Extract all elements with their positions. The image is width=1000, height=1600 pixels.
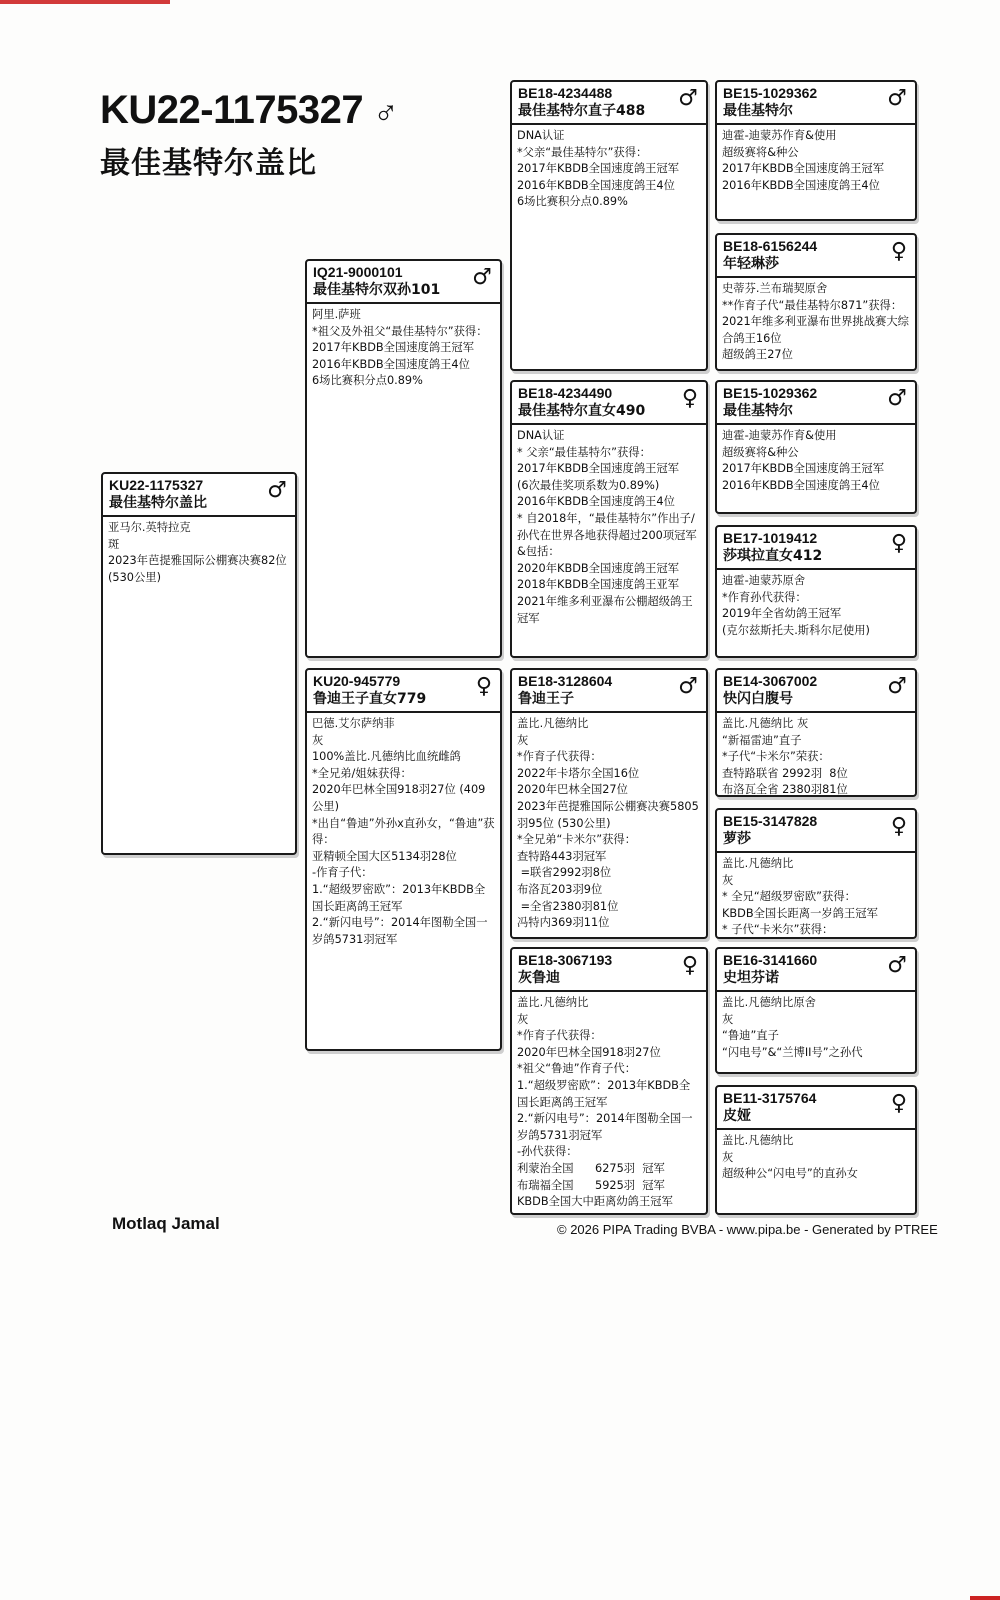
ring-number: BE15-3147828 [723, 813, 818, 829]
card-details [307, 304, 500, 393]
male-symbol-icon: ♂ [678, 674, 698, 699]
detail-line: 2017年KBDB全国速度鸽王冠军 [722, 162, 885, 176]
card-header [307, 261, 500, 304]
copyright-text: © 2026 PIPA Trading BVBA - www.pipa.be - Generated by PTREE [557, 1222, 938, 1237]
detail-line: 2020年巴林全国918羽27位 [517, 1045, 661, 1059]
detail-line: 迪霍-迪蒙苏作育&使用 [722, 129, 837, 142]
detail-line: 2016年KBDB全国速度鸽王4位 [722, 178, 880, 192]
detail-line: 2020年巴林全国918羽27位 (409公里) [312, 783, 486, 813]
pigeon-card[interactable] [715, 947, 917, 1074]
female-symbol-icon: ♀ [890, 531, 907, 556]
detail-line: 布洛瓦203羽9位 [517, 882, 603, 896]
detail-line: 2021年维多利亚瀑布公棚超级鸽王冠军 [517, 594, 693, 625]
ring-number: BE18-3067193 [518, 952, 613, 968]
detail-line: =联省2992羽8位 [517, 866, 612, 880]
card-details [512, 125, 706, 214]
card-header [717, 235, 915, 278]
card-details [512, 992, 706, 1214]
detail-line: 2020年KBDB全国速度鸽王冠军 [517, 561, 680, 575]
detail-line: 6场比赛积分点0.89% [312, 374, 423, 388]
top-edge-mark [0, 0, 170, 4]
card-header [717, 949, 915, 992]
detail-line: *祖父“鲁迪”作育子代： [517, 1062, 637, 1076]
detail-line: 盖比.凡德纳比 [517, 996, 589, 1009]
detail-line: **作育子代“最佳基特尔871”获得： [722, 298, 903, 312]
pigeon-name: 最佳基特尔 [723, 403, 793, 419]
owner-name: Motlaq Jamal [112, 1214, 220, 1233]
pigeon-card[interactable] [510, 947, 708, 1215]
ring-number: BE14-3067002 [723, 673, 818, 689]
detail-line: 灰 [722, 1012, 734, 1026]
detail-line: 盖比.凡德纳比 [722, 857, 794, 870]
male-symbol-icon: ♂ [887, 86, 907, 111]
detail-line: 超级赛将&种公 [722, 145, 799, 159]
detail-line: =全省2380羽81位 [517, 899, 619, 913]
ring-number: KU22-1175327 [109, 477, 204, 493]
detail-line: (6次最佳奖项系数为0.89%) [517, 478, 660, 492]
detail-line: * 全兄“超级罗密欧”获得： [722, 890, 856, 904]
detail-line: 灰 [722, 1150, 734, 1164]
female-symbol-icon: ♀ [475, 674, 492, 699]
ring-number: BE15-1029362 [723, 85, 818, 101]
card-details [512, 425, 706, 630]
card-details [512, 713, 706, 935]
pigeon-card[interactable] [510, 80, 708, 371]
ring-number: IQ21-9000101 [313, 264, 403, 280]
ring-number: BE11-3175764 [723, 1090, 817, 1106]
detail-line: *全兄弟/姐妹获得： [312, 766, 412, 780]
pigeon-name: 灰鲁迪 [518, 970, 560, 986]
card-header [512, 949, 706, 992]
detail-line: 盖比.凡德纳比 [722, 1134, 794, 1147]
detail-line: 利蒙治全国 6275羽 冠军 [517, 1161, 665, 1175]
detail-line: * 子代“卡米尔”获得： [722, 923, 834, 937]
detail-line: 2023年芭提雅国际公棚赛决赛5805羽95位 (530公里) [517, 799, 699, 830]
ring-number: BE18-4234488 [518, 85, 613, 101]
ring-number: BE16-3141660 [723, 952, 818, 968]
detail-line: 2022年卡塔尔全国16位 [517, 766, 640, 780]
detail-line: *作育孙代获得： [722, 590, 807, 604]
detail-line: 1.“超级罗密欧”：2013年KBDB全国长距离鸽王冠军 [312, 882, 486, 913]
card-details [717, 125, 915, 197]
detail-line: (克尔兹斯托夫.斯科尔尼使用) [722, 623, 870, 637]
title-pigeon-name: 最佳基特尔盖比 [100, 146, 317, 181]
card-header [512, 670, 706, 713]
detail-line: 100%盖比.凡德纳比血统雌鸽 [312, 750, 461, 764]
card-header [717, 810, 915, 853]
female-symbol-icon: ♀ [890, 814, 907, 839]
detail-line: * 父亲“最佳基特尔”获得： [517, 445, 651, 459]
pigeon-card[interactable] [715, 233, 917, 371]
detail-line: 超级种公“闪电号”的直孙女 [722, 1167, 858, 1181]
detail-line: 盖比.凡德纳比 [517, 717, 589, 730]
detail-line: “新福雷迪”直子 [722, 733, 802, 747]
detail-line: 超级鸽王27位 [722, 348, 793, 362]
detail-line: 迪霍-迪蒙苏原舍 [722, 574, 806, 587]
detail-line: 2018年KBDB全国速度鸽王亚军 [517, 578, 680, 592]
detail-line: 2017年KBDB全国速度鸽王冠军 [517, 462, 680, 476]
detail-line: DNA认证 [517, 429, 565, 442]
detail-line: *作育子代获得： [517, 750, 602, 764]
detail-line: KBDB全国长距离一岁鸽王冠军 [722, 906, 878, 920]
detail-line: 布瑞福全国 5925羽 冠军 [517, 1178, 665, 1192]
pigeon-name: 莎琪拉直女412 [723, 548, 823, 564]
detail-line: 2.“新闪电号”：2014年图勒全国一岁鸽5731羽冠军 [312, 916, 488, 946]
pigeon-card[interactable] [715, 380, 917, 514]
card-header [512, 382, 706, 425]
card-header [717, 382, 915, 425]
pigeon-card[interactable] [715, 668, 917, 797]
female-symbol-icon: ♀ [681, 953, 698, 978]
pigeon-card[interactable] [715, 525, 917, 658]
pigeon-card[interactable] [715, 808, 917, 939]
pigeon-card[interactable] [305, 259, 502, 658]
pedigree-title [100, 88, 398, 182]
pigeon-card[interactable] [305, 668, 502, 1051]
detail-line: 迪霍-迪蒙苏作育&使用 [722, 429, 837, 442]
card-header [103, 474, 295, 517]
card-header [717, 527, 915, 570]
pigeon-name: 快闪白腹号 [723, 691, 793, 707]
card-details [717, 992, 915, 1064]
detail-line: 巴德.艾尔萨纳菲 [312, 717, 395, 730]
detail-line: 2016年KBDB全国速度鸽王4位 [517, 495, 675, 509]
card-header [717, 670, 915, 713]
pigeon-name: 史坦芬诺 [723, 970, 779, 986]
detail-line: 亚精顿全国大区5134羽28位 [312, 849, 457, 863]
female-symbol-icon: ♀ [890, 239, 907, 264]
pigeon-name: 最佳基特尔直子488 [518, 103, 646, 119]
male-symbol-icon: ♂ [267, 478, 287, 503]
detail-line: *出自“鲁迪”外孙x直孙女，“鲁迪”获得： [312, 816, 495, 847]
ring-number: BE18-3128604 [518, 673, 613, 689]
ring-number: BE17-1019412 [723, 530, 818, 546]
detail-line: 灰 [517, 733, 529, 747]
detail-line: 盖比.凡德纳比原舍 [722, 996, 816, 1009]
detail-line: -孙代获得： [517, 1145, 578, 1159]
detail-line: *作育子代获得： [517, 1029, 602, 1043]
card-details [103, 517, 295, 589]
detail-line: 查特路443羽冠军 [517, 849, 607, 863]
ring-number: BE18-6156244 [723, 238, 818, 254]
male-symbol-icon: ♂ [678, 86, 698, 111]
ring-number: BE15-1029362 [723, 385, 818, 401]
male-symbol-icon: ♂ [887, 674, 907, 699]
detail-line: 亚马尔.英特拉克 [108, 521, 191, 534]
male-symbol-icon: ♂ [373, 93, 399, 131]
detail-line: KBDB全国大中距离幼鸽王冠军 [517, 1195, 673, 1209]
card-details [717, 570, 915, 642]
detail-line: 2020年巴林全国27位 [517, 783, 628, 797]
detail-line: 查特路联省 2992羽 8位 [722, 766, 848, 780]
detail-line: “鲁迪”直子 [722, 1029, 779, 1043]
pigeon-name: 鲁迪王子 [518, 691, 574, 707]
card-details [717, 713, 915, 797]
pigeon-card[interactable] [510, 380, 708, 658]
card-header [717, 82, 915, 125]
detail-line: 灰 [517, 1012, 529, 1026]
detail-line: 6场比赛积分点0.89% [517, 195, 628, 209]
pigeon-name: 萝莎 [723, 831, 751, 847]
card-header [717, 1087, 915, 1130]
card-details [717, 278, 915, 367]
detail-line: DNA认证 [517, 129, 565, 142]
ring-number: KU20-945779 [313, 673, 401, 689]
pigeon-name: 年轻琳莎 [723, 256, 779, 272]
pigeon-name: 最佳基特尔双孙101 [313, 282, 441, 298]
pigeon-name: 最佳基特尔 [723, 103, 793, 119]
pigeon-card[interactable] [715, 1085, 917, 1215]
detail-line: *祖父及外祖父“最佳基特尔”获得： [312, 324, 488, 338]
pigeon-card[interactable] [510, 668, 708, 939]
detail-line: 1.“超级罗密欧”：2013年KBDB全国长距离鸽王冠军 [517, 1078, 691, 1109]
male-symbol-icon: ♂ [887, 953, 907, 978]
detail-line: 冯特内369羽11位 [517, 916, 610, 930]
male-symbol-icon: ♂ [887, 386, 907, 411]
pigeon-name: 皮娅 [723, 1108, 751, 1124]
detail-line: (530公里) [108, 570, 161, 584]
detail-line: 2017年KBDB全国速度鸽王冠军 [312, 341, 475, 355]
card-header [512, 82, 706, 125]
detail-line: 2016年KBDB全国速度鸽王4位 [312, 357, 470, 371]
detail-line: *子代“卡米尔”荣获： [722, 750, 830, 764]
pigeon-name: 最佳基特尔直女490 [518, 403, 646, 419]
detail-line: -作育子代： [312, 866, 373, 880]
card-details [717, 425, 915, 497]
detail-line: 2023年芭提雅国际公棚赛决赛82位 [108, 554, 287, 568]
pigeon-card[interactable] [715, 80, 917, 221]
detail-line: 斑 [108, 537, 120, 551]
detail-line: 2019年全省幼鸽王冠军 [722, 607, 842, 621]
detail-line: *父亲“最佳基特尔”获得： [517, 145, 648, 159]
female-symbol-icon: ♀ [681, 386, 698, 411]
bottom-edge-mark [970, 1596, 1000, 1600]
female-symbol-icon: ♀ [890, 1091, 907, 1116]
pigeon-name: 鲁迪王子直女779 [313, 691, 427, 707]
pigeon-name: 最佳基特尔盖比 [109, 495, 207, 511]
detail-line: 2017年KBDB全国速度鸽王冠军 [722, 462, 885, 476]
title-ring-number: KU22-1175327 ♂ [100, 88, 399, 132]
detail-line: 灰 [722, 873, 734, 887]
detail-line: 盖比.凡德纳比 灰 [722, 717, 809, 730]
male-symbol-icon: ♂ [472, 265, 492, 290]
card-header [307, 670, 500, 713]
detail-line: *全兄弟“卡米尔”获得： [517, 833, 637, 847]
detail-line: “闪电号”&“兰博II号”之孙代 [722, 1045, 863, 1059]
detail-line: 阿里.萨班 [312, 308, 361, 321]
detail-line: 2016年KBDB全国速度鸽王4位 [517, 178, 675, 192]
detail-line: 2.“新闪电号”：2014年图勒全国一岁鸽5731羽冠军 [517, 1112, 693, 1142]
detail-line: 超级赛将&种公 [722, 445, 799, 459]
pigeon-card[interactable] [101, 472, 297, 855]
card-details [717, 1130, 915, 1186]
detail-line: 2021年维多利亚瀑布世界挑战赛大综合鸽王16位 [722, 315, 909, 345]
detail-line: 布洛瓦全省 2380羽81位 [722, 783, 848, 797]
detail-line: 灰 [312, 733, 324, 747]
detail-line: 史蒂芬.兰布瑞契原舍 [722, 282, 828, 295]
ring-number: BE18-4234490 [518, 385, 613, 401]
detail-line: * 自2018年，“最佳基特尔”作出子/孙代在世界各地获得超过200项冠军&包括： [517, 511, 697, 559]
card-details [307, 713, 500, 951]
detail-line: 2017年KBDB全国速度鸽王冠军 [517, 162, 680, 176]
detail-line: 2016年KBDB全国速度鸽王4位 [722, 478, 880, 492]
card-details [717, 853, 915, 939]
